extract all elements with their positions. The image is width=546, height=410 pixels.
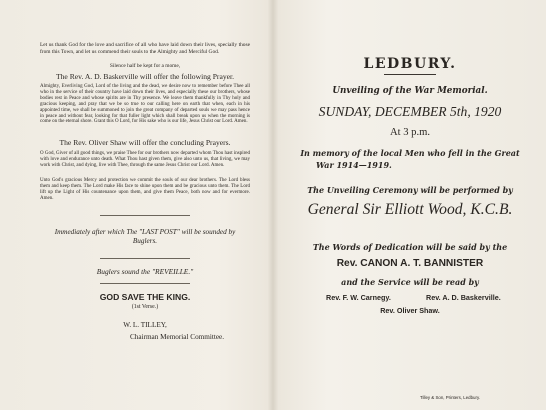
- silence-note: Silence half be kept for a mome,: [109, 63, 181, 69]
- unveiling-heading: Unveiling of the War Memorial.: [332, 86, 488, 96]
- service-date: SUNDAY, DECEMBER 5th, 1920: [318, 104, 502, 119]
- intro-text: Let us thank God for the love and sacrifice of all who have laid down their lives, specially those from this Town, and let us commend their souls to the Almighty and Merciful God.: [40, 42, 250, 55]
- service-line: and the Service will be read by: [341, 277, 479, 287]
- prayer2-heading: The Rev. Oliver Shaw will offer the concluding Prayers.: [59, 138, 231, 147]
- prayer2-text-b: Unto God's gracious Mercy and protection we commit the souls of our dear brothers. The Lord bless them and keep them. The Lord make His face to shine upon them and be gracious unto them. The Lord lift up the Light of His countenance upon them, and give them Peace, both now and for evermore. Amen.: [40, 178, 250, 201]
- prayer2-text-a: O God, Giver of all good things, we praise Thee for our brothers now departed whom Thou hast inspired with love and endurance unto death. What Thou hast given them, give also unto us, that living, we may work with Christ, and dying, live with Thee, through the same Jesus Christ our Lord. Amen.: [40, 151, 250, 168]
- last-post-note: Immediately after which The "LAST POST" will be sounded by Buglers.: [54, 228, 236, 245]
- divider-rule: [100, 215, 190, 216]
- title-underline: [384, 74, 436, 75]
- god-save-the-king: GOD SAVE THE KING.: [99, 292, 191, 302]
- canon-name: Rev. CANON A. T. BANNISTER: [336, 258, 484, 269]
- clergy-baskerville: Rev. A. D. Baskerville.: [426, 293, 501, 302]
- divider-rule: [100, 258, 190, 259]
- clergy-carnegy: Rev. F. W. Carnegy.: [326, 293, 391, 302]
- clergy-shaw: Rev. Oliver Shaw.: [380, 306, 440, 315]
- printer-imprint: Tilley & Son, Printers, Ledbury.: [420, 395, 481, 400]
- service-time: At 3 p.m.: [389, 127, 431, 138]
- right-page: [274, 0, 546, 410]
- dedication-line: The Words of Dedication will be said by the: [312, 242, 508, 252]
- general-name: General Sir Elliott Wood, K.C.B.: [307, 201, 513, 218]
- memory-line-1: In memory of the local Men who fell in the Great: [300, 148, 520, 158]
- ceremony-line: The Unveiling Ceremony will be performed by: [307, 185, 513, 195]
- prayer1-text: Almighty, Everliving God, Lord of the living and the dead, we desire now to remember before Thee all who in the service of their country have laid down their lives, and especially these our brothers, whose bodies rest in Peace and whose spirits are in Thy presence. We leave them thankfully in Thy holy and gracious keeping, and pray that we be so true to our calling here on earth that when, each in his appointed time, we shall be summoned to join the great company of departed souls we may pass hence in peace and without fear, looking for that fuller light which shall break upon us when the morning is come on the eternal shore. Grant this O Lord, for His sake who is our life, Jesus Christ our Lord. Amen.: [40, 84, 250, 125]
- left-page: [0, 0, 270, 410]
- signatory-name: W. L. TILLEY,: [123, 321, 167, 329]
- verse-note: (1st Verse.): [131, 304, 159, 310]
- divider-rule: [100, 283, 190, 284]
- memory-line-2: War 1914—1919.: [316, 160, 392, 170]
- prayer1-heading: The Rev. A. D. Baskerville will offer the following Prayer.: [56, 72, 234, 81]
- title: LEDBURY.: [363, 56, 457, 72]
- signatory-title: Chairman Memorial Committee.: [130, 333, 225, 341]
- reveille-note: Buglers sound the "REVEILLE.": [96, 267, 194, 276]
